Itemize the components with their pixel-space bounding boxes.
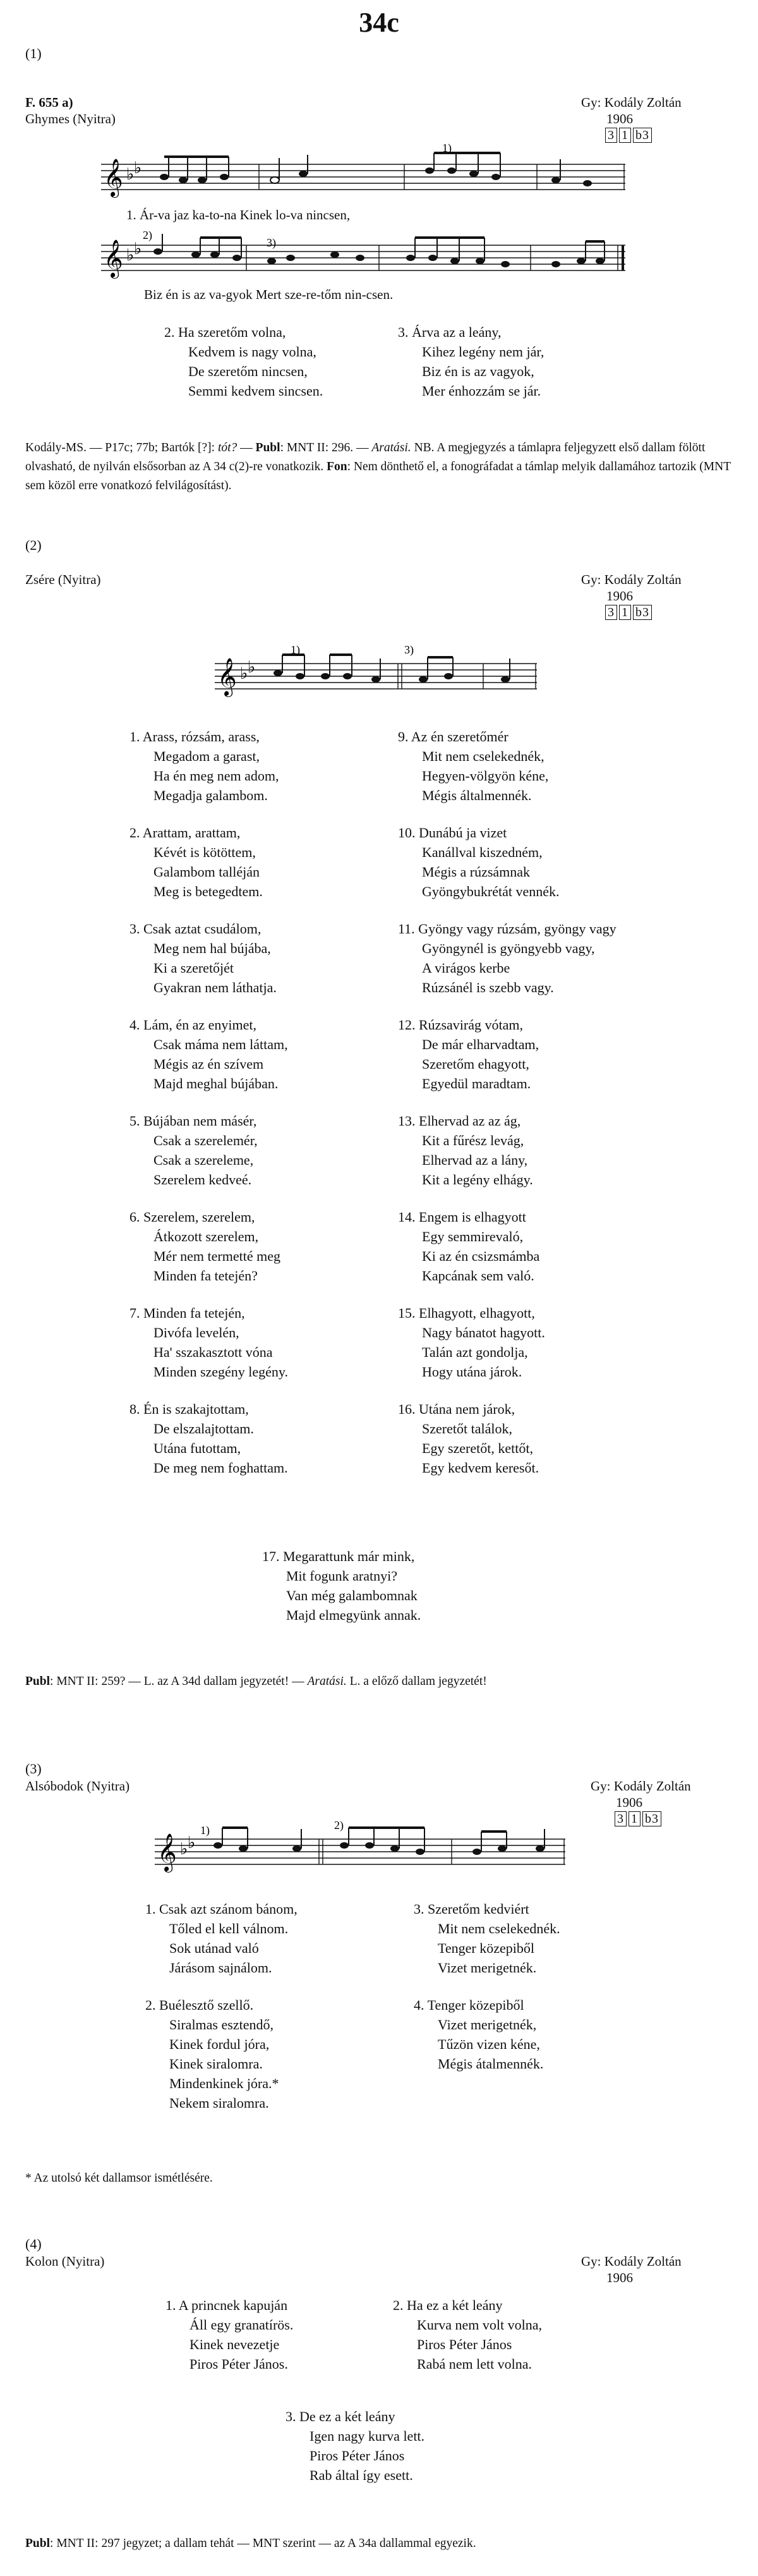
verse-line: Mer énhozzám se jár.	[422, 383, 541, 399]
stanza: 1. Arass, rózsám, arass, Megadom a garast, Ha én meg nem adom, Megadja galambom.	[129, 729, 279, 803]
section-2-last-stanza: 17. Megarattunk már mink, Mit fogunk aratnyi? Van még galambomnak Majd elmegyünk annak.	[262, 1548, 421, 1623]
treble-clef-icon: 𝄞	[157, 1835, 177, 1871]
stanza: 5. Bújában nem másér, Csak a szerelemér, Csak a szereleme, Szerelem kedveé.	[129, 1113, 258, 1188]
section-1-note: Kodály-MS. — P17c; 77b; Bartók [?]: tót? — Publ: MNT II: 296. — Aratási. NB. A megjegyzés a támlapra feljegyzett első dallam fölött olvasható, de nyilván elsősorban az A 34 c(2)-re vonatkozik. Fon: Nem dönthető el, a fonográfadat a támlap melyik dallamához tartozik (MNT sem közöl erre vonatkozó felvilágosítást).	[25, 441, 731, 492]
section-1-stanza-left	[164, 322, 323, 418]
code-box: b3	[633, 128, 652, 143]
stanza: 2. Buélesztő szellő. Siralmas esztendő, Kinek fordul jóra, Kinek siralomra. Mindenkinek jóra.* Nekem siralomra.	[145, 1997, 279, 2111]
verse-line: Kihez legény nem jár,	[422, 344, 544, 360]
verse-line: Biz én is az vagyok,	[422, 363, 534, 379]
stanza: 14. Engem is elhagyott Egy semmirevaló, Ki az én csizsmámba Kapcának sem való.	[398, 1209, 540, 1284]
section-2-right-column	[398, 727, 617, 1495]
music-staff-3	[215, 645, 543, 695]
section-2-number: (2)	[25, 537, 42, 553]
section-3-year: 1906	[616, 1795, 642, 1810]
section-4-number: (4)	[25, 2236, 42, 2252]
svg-text:♭: ♭	[126, 165, 135, 183]
section-4-last-stanza: 3. De ez a két leány Igen nagy kurva lett. Piros Péter János Rab által így esett.	[286, 2409, 425, 2483]
stanza: 7. Minden fa tetején, Divófa levelén, Ha' sszakasztott vóna Minden szegény legény.	[129, 1305, 289, 1380]
stanza: 12. Rúzsavirág vótam, De már elharvadtam, Szeretőm ehagyott, Egyedül maradtam.	[398, 1017, 539, 1091]
verse-line: Kedvem is nagy volna,	[188, 344, 316, 360]
code-box: 1	[619, 128, 631, 143]
code-box: 1	[619, 605, 631, 620]
variant-mark: 2)	[334, 1819, 344, 1832]
section-4-note: Publ: MNT II: 297 jegyzet; a dallam tehát — MNT szerint — az A 34a dallammal egyezik.	[25, 2537, 476, 2550]
stanza: 8. Én is szakajtottam, De elszalajtottam. Utána futottam, De meg nem foghattam.	[129, 1401, 288, 1476]
section-4-place: Kolon (Nyitra)	[25, 2254, 105, 2269]
section-3-left-column	[145, 1899, 298, 2130]
section-2-year: 1906	[606, 588, 633, 604]
variant-mark: 3)	[404, 643, 414, 656]
stanza: 2. Ha ez a két leány Kurva nem volt volna, Piros Péter János Rabá nem lett volna.	[393, 2297, 542, 2372]
stanza: 9. Az én szeretőmér Mit nem cselekednék, Hegyen-völgyön kéne, Mégis általmennék.	[398, 729, 549, 803]
stanza: 2. Arattam, arattam, Kévét is kötöttem, Galambom talléján Meg is betegedtem.	[129, 825, 263, 899]
treble-clef-icon: 𝄞	[104, 160, 123, 196]
stanza: 4. Tenger közepiből Vizet merigetnék, Tűzön vizen kéne, Mégis átalmennék.	[414, 1997, 544, 2072]
music-staff-2	[101, 229, 632, 283]
stanza: 13. Elhervad az az ág, Kit a fűrész levág, Elhervad az a lány, Kit a legény elhágy.	[398, 1113, 533, 1188]
stanza: 16. Utána nem járok, Szeretőt találok, Egy szeretőt, kettőt, Egy kedvem keresőt.	[398, 1401, 539, 1476]
stanza: 3. Szeretőm kedviért Mit nem cselekednék. Tenger közepiből Vizet merigetnék.	[414, 1901, 560, 1976]
section-1-number: (1)	[25, 46, 42, 61]
section-2-place: Zsére (Nyitra)	[25, 572, 101, 587]
code-box: 3	[605, 605, 617, 620]
music-staff-4	[155, 1820, 572, 1871]
stanza: 10. Dunábú ja vizet Kanállval kiszedném, Mégis a rúzsámnak Gyöngybukrétát vennék.	[398, 825, 560, 899]
page-title: 34c	[359, 7, 399, 38]
code-box: 3	[605, 128, 617, 143]
variant-mark: 3)	[267, 236, 276, 249]
variant-mark: 1)	[200, 1824, 210, 1837]
svg-text:♭: ♭	[240, 664, 248, 683]
verse-line: 3. Árva az a leány,	[398, 324, 502, 340]
section-1-lyrics-1: 1. Ár-va jaz ka-to-na Kinek lo-va nincsen,	[126, 207, 351, 222]
svg-text:♭: ♭	[188, 1833, 196, 1852]
code-box: b3	[642, 1811, 661, 1826]
section-1-ref: F. 655 a)	[25, 95, 73, 110]
stanza: 3. Csak aztat csudálom, Meg nem hal bújába, Ki a szeretőjét Gyakran nem láthatja.	[129, 921, 277, 995]
music-staff-1	[101, 142, 632, 202]
section-3-footnote: * Az utolsó két dallamsor ismétlésére.	[25, 2172, 213, 2185]
section-3-place: Alsóbodok (Nyitra)	[25, 1778, 130, 1794]
section-1-codes	[605, 128, 654, 143]
stanza: 15. Elhagyott, elhagyott, Nagy bánatot hagyott. Talán azt gondolja, Hogy utána járok.	[398, 1305, 545, 1380]
variant-mark: 2)	[143, 229, 152, 241]
section-3-codes	[615, 1811, 663, 1826]
verse-line: 2. Ha szeretőm volna,	[164, 324, 286, 340]
svg-text:♭: ♭	[134, 159, 142, 177]
section-1-year: 1906	[606, 111, 633, 126]
svg-text:♭: ♭	[248, 658, 256, 676]
svg-text:♭: ♭	[180, 1840, 188, 1858]
treble-clef-icon: 𝄞	[104, 241, 123, 277]
stanza: 6. Szerelem, szerelem, Átkozott szerelem, Mér nem termetté meg Minden fa tetején?	[129, 1209, 280, 1284]
section-1-lyrics-2: Biz én is az va-gyok Mert sze-re-tőm nin-csen.	[144, 287, 394, 302]
verse-line: Semmi kedvem sincsen.	[188, 383, 323, 399]
section-3-number: (3)	[25, 1761, 42, 1777]
svg-text:♭: ♭	[134, 240, 142, 258]
section-2-codes	[605, 605, 654, 620]
variant-mark: 1)	[291, 643, 300, 656]
section-4-left-column	[165, 2295, 293, 2391]
section-1-stanza-right	[398, 322, 544, 418]
section-4-collector: Gy: Kodály Zoltán	[581, 2254, 682, 2269]
code-box: 1	[629, 1811, 641, 1826]
code-box: b3	[633, 605, 652, 620]
section-1-collector: Gy: Kodály Zoltán	[581, 95, 682, 110]
section-2-left-column	[129, 727, 288, 1495]
stanza: 1. Csak azt szánom bánom, Tőled el kell válnom. Sok utánad való Járásom sajnálom.	[145, 1901, 298, 1976]
variant-mark: 1)	[442, 142, 452, 154]
section-2-note: Publ: MNT II: 259? — L. az A 34d dallam jegyzetét! — Aratási. L. a előző dallam jegyzetét!	[25, 1675, 487, 1688]
stanza: 4. Lám, én az enyimet, Csak máma nem láttam, Mégis az én szívem Majd meghal bújában.	[129, 1017, 288, 1091]
svg-text:♭: ♭	[126, 246, 135, 264]
section-4-right-column	[393, 2295, 542, 2391]
treble-clef-icon: 𝄞	[217, 659, 237, 695]
section-3-right-column	[414, 1899, 560, 2091]
stanza: 11. Gyöngy vagy rúzsám, gyöngy vagy Gyöngynél is gyöngyebb vagy, A virágos kerbe Rúzsánél is szebb vagy.	[398, 921, 617, 995]
section-3-collector: Gy: Kodály Zoltán	[591, 1778, 691, 1794]
section-4-year: 1906	[606, 2270, 633, 2285]
section-2-collector: Gy: Kodály Zoltán	[581, 572, 682, 587]
verse-line: De szeretőm nincsen,	[188, 363, 308, 379]
code-box: 3	[615, 1811, 627, 1826]
stanza: 1. A princnek kapuján Áll egy granatírös. Kinek nevezetje Piros Péter János.	[165, 2297, 294, 2372]
section-1-place: Ghymes (Nyitra)	[25, 111, 116, 126]
